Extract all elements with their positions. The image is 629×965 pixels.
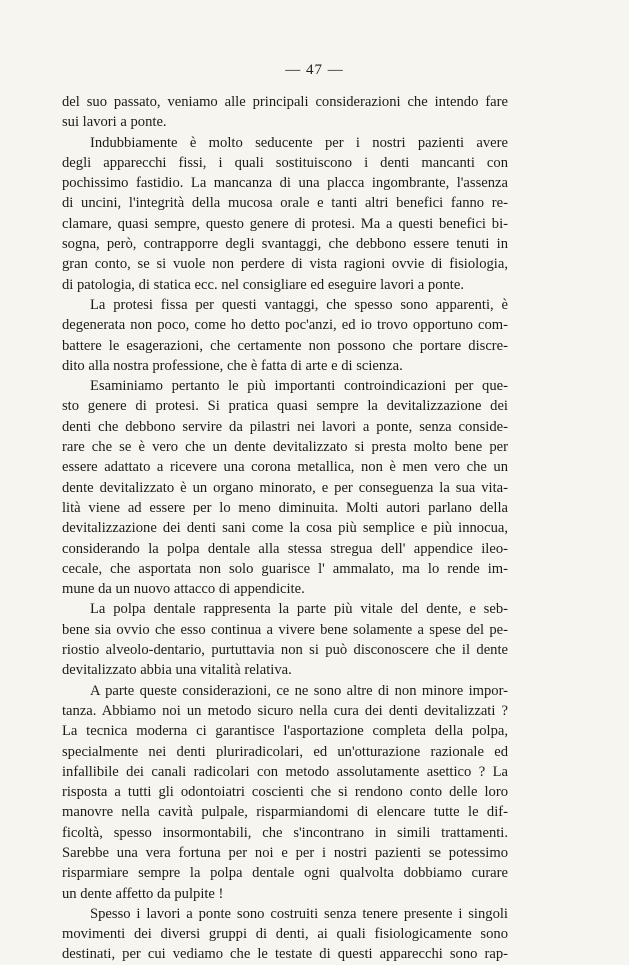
text-line: movimenti dei diversi gruppi di denti, ai quali fisiologicamente sono	[62, 926, 508, 943]
paragraph	[62, 904, 508, 965]
text-line: risparmiare sempre la polpa dentale ogni qualvolta dobbiamo curare	[62, 865, 508, 882]
text-line: dente devitalizzato è un organo minorato, e per conseguenza la sua vita-	[62, 479, 508, 496]
text-line: devitalizzazione dei denti sani come la cosa più semplice e più innocua,	[62, 520, 508, 537]
text-line: clamare, quasi sempre, questo genere di protesi. Ma a questi benefici bi-	[62, 215, 508, 232]
text-line: essere adattato a ricevere una corona metallica, non è men vero che un	[62, 459, 508, 476]
text-line: del suo passato, veniamo alle principali considerazioni che intendo fare	[62, 94, 508, 110]
paragraph	[62, 133, 508, 295]
text-line: lità viene ad essere per lo meno diminuita. Molti autori parlano della	[62, 499, 508, 516]
page-number: — 47 —	[285, 62, 344, 78]
text-line: di patologia, di statica ecc. nel consigliare ed eseguire lavori a ponte.	[62, 276, 464, 293]
text-line: La polpa dentale rappresenta la parte più vitale del dente, e seb-	[90, 601, 508, 618]
text-line: Spesso i lavori a ponte sono costruiti senza tenere presente i singoli	[90, 905, 508, 922]
text-line: di uncini, l'integrità della mucosa orale e tanti altri benefici fanno re-	[62, 195, 508, 212]
paragraph	[62, 376, 508, 599]
text-line: degenerata non poco, come ho detto poc'anzi, ed io trovo opportuno com-	[62, 317, 508, 334]
text-line: risposta a tutti gli odontoiatri coscienti che si rendono conto delle loro	[62, 784, 508, 801]
text-line: considerando la polpa dentale alla stessa stregua dell' appendice ileo-	[62, 540, 508, 557]
text-line: La protesi fissa per questi vantaggi, che spesso sono apparenti, è	[90, 296, 508, 313]
text-line: A parte queste considerazioni, ce ne sono altre di non minore impor-	[90, 682, 508, 699]
text-line: La tecnica moderna ci garantisce l'asportazione completa della polpa,	[62, 723, 508, 740]
text-line: denti che debbono servire da pilastri nei lavori a ponte, senza conside-	[62, 418, 508, 435]
paragraph	[62, 92, 508, 133]
text-line: cecale, che asportata non solo guarisce l' ammalato, ma lo rende im-	[62, 560, 508, 577]
paragraph	[62, 681, 508, 904]
text-line: dito alla nostra professione, che è fatta di arte e di scienza.	[62, 357, 403, 374]
paragraph	[62, 295, 508, 376]
text-line: infallibile dei canali radicolari con metodo assolutamente asettico ? La	[62, 763, 508, 780]
text-line: mune da un nuovo attacco di appendicite.	[62, 581, 305, 598]
text-line: specialmente nei denti pluriradicolari, ed un'otturazione razionale ed	[62, 743, 508, 760]
text-line: degli apparecchi fissi, i quali sostituiscono i denti mancanti con	[62, 154, 508, 171]
text-line: ficoltà, spesso insormontabili, che s'incontrano in simili trattamenti.	[62, 824, 508, 841]
text-line: rare che se è vero che un dente devitalizzato si presta molto bene per	[62, 439, 508, 456]
text-line: un dente affetto da pulpite !	[62, 885, 224, 902]
text-line: sui lavori a ponte.	[62, 114, 167, 131]
text-line: sogna, però, contrapporre degli svantaggi, che debbono essere tenuti in	[62, 236, 508, 253]
text-line: battere le esagerazioni, che certamente non possono che portare discre-	[62, 337, 508, 354]
text-line: sto genere di protesi. Si pratica quasi sempre la devitalizzazione dei	[62, 398, 508, 415]
text-line: riostio alveolo-dentario, purtuttavia non si può disconoscere che il dente	[62, 642, 508, 659]
text-line: manovre nella cavità pulpale, risparmiandomi di elencare tutte le dif-	[62, 804, 508, 821]
text-line: Indubbiamente è molto seducente per i nostri pazienti avere	[90, 134, 508, 151]
text-line: gran conto, se si vuole non perdere di vista ragioni ovvie di fisiologia,	[62, 256, 508, 273]
text-line: pochissimo fastidio. La mancanza di una placca ingombrante, l'assenza	[62, 175, 508, 192]
text-line: devitalizzato abbia una vitalità relativa.	[62, 662, 292, 679]
paragraph	[62, 599, 508, 680]
text-line: Sarebbe una vera fortuna per noi e per i nostri pazienti se potessimo	[62, 844, 508, 861]
text-line: destinati, per cui vediamo che le testate di questi apparecchi sono rap-	[62, 946, 508, 963]
text-line: tanza. Abbiamo noi un metodo sicuro nella cura dei denti devitalizzati ?	[62, 702, 508, 719]
text-line: Esaminiamo pertanto le più importanti controindicazioni per que-	[90, 378, 508, 395]
text-line: bene sia ovvio che esso continua a vivere bene solamente a spese del pe-	[62, 621, 508, 638]
body-text	[62, 92, 508, 965]
